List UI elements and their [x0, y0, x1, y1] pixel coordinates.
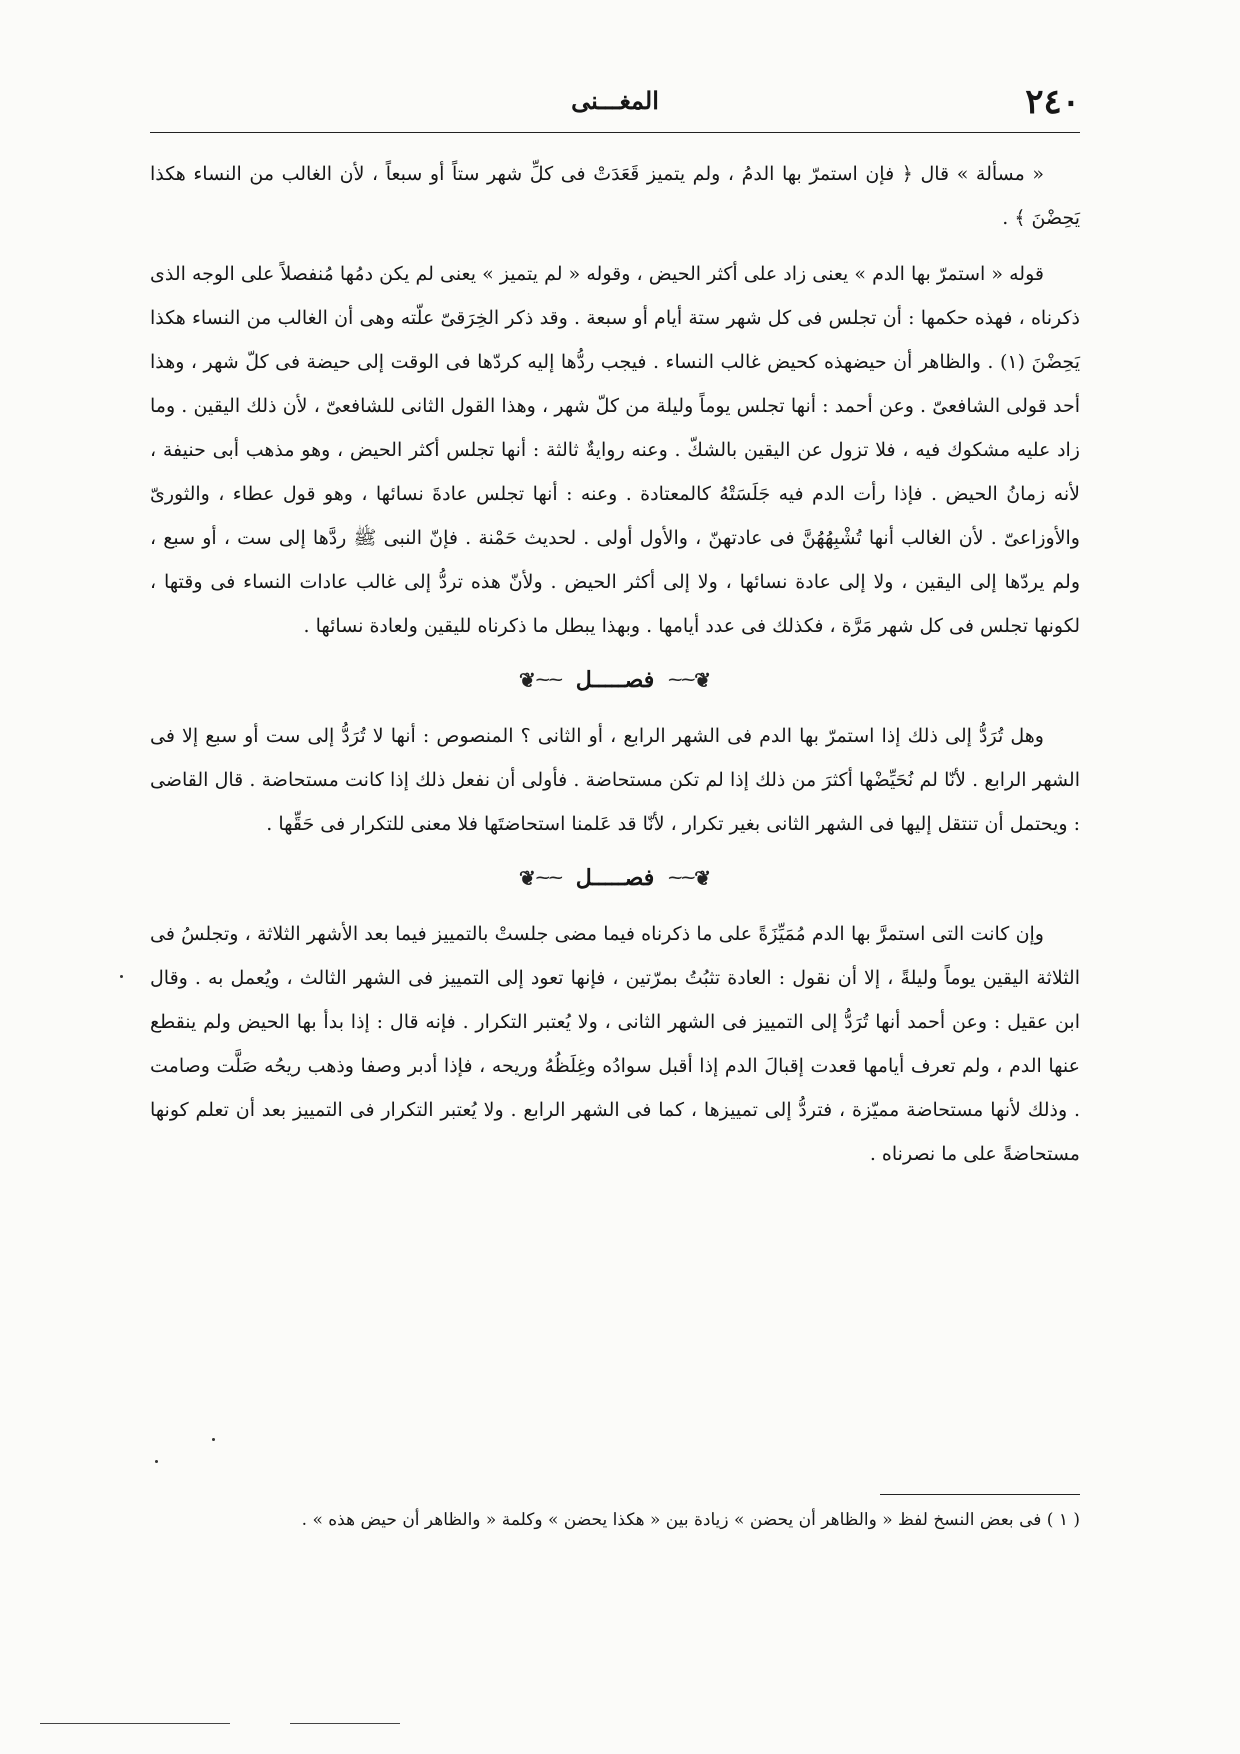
footnote: ( ١ ) فى بعض النسخ لفظ « والظاهر أن يحضن » زيادة بين « هكذا يحضن » وكلمة « والظاهر أن حيض هذه » . [301, 1510, 1080, 1530]
main-text [150, 152, 1080, 1188]
section-1-paragraph: وهل تُرَدُّ إلى ذلك إذا استمرّ بها الدم فى الشهر الرابع ، أو الثانى ؟ المنصوص : أنها لا تُرَدُّ إلى ست أو سبع إلا فى الشهر الرابع . لأنّا لم نُحَيِّضْها أكثرَ من ذلك إذا لم تكن مستحاضة . فأولى أن نفعل ذلك إذا كانت مستحاضة . قال القاضى : ويحتمل أن تنتقل إليها فى الشهر الثانى بغير تكرار ، لأنّا قد عَلمنا استحاضتَها فلا معنى للتكرار فى حَقِّها . [150, 725, 1080, 835]
bottom-rule [40, 1723, 230, 1724]
section-heading-1 [150, 660, 1080, 700]
ornament-right-icon: ❦ ⁓⁓ [668, 668, 712, 692]
masala-paragraph: « مسألة » قال ﴿ فإن استمرّ بها الدمُ ، ولم يتميز قَعَدَتْ فى كلِّ شهر ستاً أو سبعاً ، لأن الغالب من النساء هكذا يَحِضْنَ ﴾ . [150, 163, 1080, 229]
header-rule [150, 132, 1080, 133]
section-heading-2 [150, 858, 1080, 898]
ornament-right-icon: ❦ ⁓⁓ [668, 866, 712, 890]
section-title-1: فصـــــل [575, 667, 655, 693]
page-number: ٢٤٠ [1025, 82, 1080, 122]
bottom-rule [290, 1723, 400, 1724]
section-title-2: فصـــــل [575, 865, 655, 891]
commentary-paragraph: قوله « استمرّ بها الدم » يعنى زاد على أكثر الحيض ، وقوله « لم يتميز » يعنى لم يكن دمُها مُنفصلاً على الوجه الذى ذكرناه ، فهذه حكمها : أن تجلس فى كل شهر ستة أيام أو سبعة . وقد ذكر الخِرَقىّ علّته وهى أن الغالب من النساء هكذا يَحِضْنَ (١) . والظاهر أن حيضهذه كحيض غالب النساء . فيجب ردُّها إليه كردّها فى الوقت إلى حيضة فى كلّ شهر ، وهذا أحد قولى الشافعىّ . وعن أحمد : أنها تجلس يوماً وليلة من كلّ شهر ، وهذا القول الثانى للشافعىّ ، لأن ذلك اليقين . وما زاد عليه مشكوك فيه ، فلا تزول عن اليقين بالشكّ . وعنه روايةٌ ثالثة : أنها تجلس أكثر الحيض ، وهو مذهب أبى حنيفة ، لأنه زمانُ الحيض . فإذا رأت الدم فيه جَلَسَتْهُ كالمعتادة . وعنه : أنها تجلس عادةَ نسائها ، وهو قول عطاء ، والثورىّ والأوزاعىّ . لأن الغالب أنها تُشْبِهُهُنَّ فى عادتهنّ ، والأول أولى . لحديث حَمْنة . فإنّ النبى ﷺ ردَّها إلى ست ، أو سبع ، ولم يردّها إلى اليقين ، ولا إلى عادة نسائها ، ولا إلى أكثر الحيض . ولأنّ هذه تردُّ إلى غالب عادات النساء فى وقتها ، لكونها تجلس فى كل شهر مَرَّة ، فكذلك فى عدد أيامها . وبهذا يبطل ما ذكرناه لليقين ولعادة نسائها . [150, 263, 1080, 637]
section-2-paragraph: وإن كانت التى استمرَّ بها الدم مُمَيِّزَةً على ما ذكرناه فيما مضى جلستْ بالتمييز فيما بعد الأشهر الثلاثة ، وتجلسُ فى الثلاثة اليقين يوماً وليلةً ، إلا أن نقول : العادة تثبُتُ بمرّتين ، فإنها تعود إلى التمييز فى الشهر الثالث ، ويُعمل به . وقال ابن عقيل : وعن أحمد أنها تُرَدُّ إلى التمييز فى الشهر الثانى ، ولا يُعتبر التكرار . فإنه قال : إذا بدأ بها الحيض ولم ينقطع عنها الدم ، ولم تعرف أيامها قعدت إقبالَ الدم إذا أقبل سوادُه وغِلَظُهُ وريحه ، فإذا أدبر وصفا وذهب ريحُه صَلَّت وصامت . وذلك لأنها مستحاضة مميّزة ، فتردُّ إلى تمييزها ، كما فى الشهر الرابع . ولا يُعتبر التكرار فى التمييز بعد أن تعلم كونها مستحاضةً على ما نصرناه . [150, 923, 1080, 1165]
scan-speck [120, 975, 123, 978]
ornament-left-icon: ⁓⁓ ❦ [519, 866, 562, 890]
ornament-left-icon: ⁓⁓ ❦ [519, 668, 562, 692]
page-header [150, 82, 1080, 126]
running-title: المغـــنى [571, 86, 659, 115]
footnote-rule [880, 1494, 1080, 1495]
scan-speck [155, 1460, 158, 1463]
scan-speck [212, 1438, 215, 1441]
